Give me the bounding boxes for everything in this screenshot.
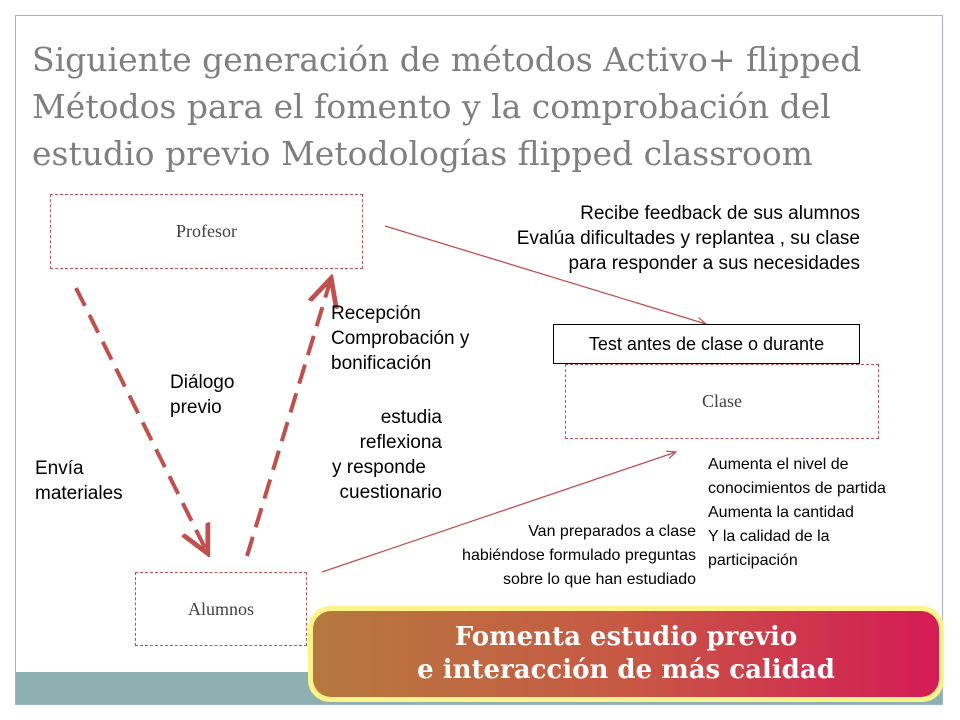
dialogo-text: Diálogo previo	[170, 372, 235, 418]
test-label: Test antes de clase o durante	[588, 333, 825, 354]
clase-box	[565, 364, 879, 439]
test-box	[553, 324, 860, 364]
profesor-label: Profesor	[176, 221, 237, 241]
envia-text: Envía materiales	[35, 458, 123, 504]
alumnos-label: Alumnos	[187, 598, 254, 619]
title-line-1: Siguiente generación de métodos Activo+ flipped	[32, 40, 862, 79]
clase-label: Clase	[702, 391, 742, 411]
banner-line-1: Fomenta estudio previo	[454, 622, 798, 652]
banner-line-2: e interacción de más calidad	[417, 655, 835, 685]
estudia-text: estudia reflexiona y responde cuestionario	[331, 407, 442, 503]
alumnos-box	[135, 572, 307, 646]
aumenta-text: Aumenta el nivel de conocimientos de partida Aumenta la cantidad Y la calidad de la participación	[708, 456, 886, 569]
recepcion-text: Recepción Comprobación y bonificación	[331, 303, 470, 374]
title-line-3: estudio previo Metodologías flipped classroom	[32, 134, 813, 173]
title-line-2: Métodos para el fomento y la comprobación del	[32, 87, 831, 126]
conclusion-banner-inner	[313, 611, 939, 697]
profesor-box	[50, 194, 363, 269]
conclusion-banner	[308, 606, 944, 702]
preparados-text: Van preparados a clase habiéndose formulado preguntas sobre lo que han estudiado	[462, 523, 696, 588]
feedback-text: Recibe feedback de sus alumnos Evalúa dificultades y replantea , su clase para responder a sus necesidades	[516, 203, 860, 274]
